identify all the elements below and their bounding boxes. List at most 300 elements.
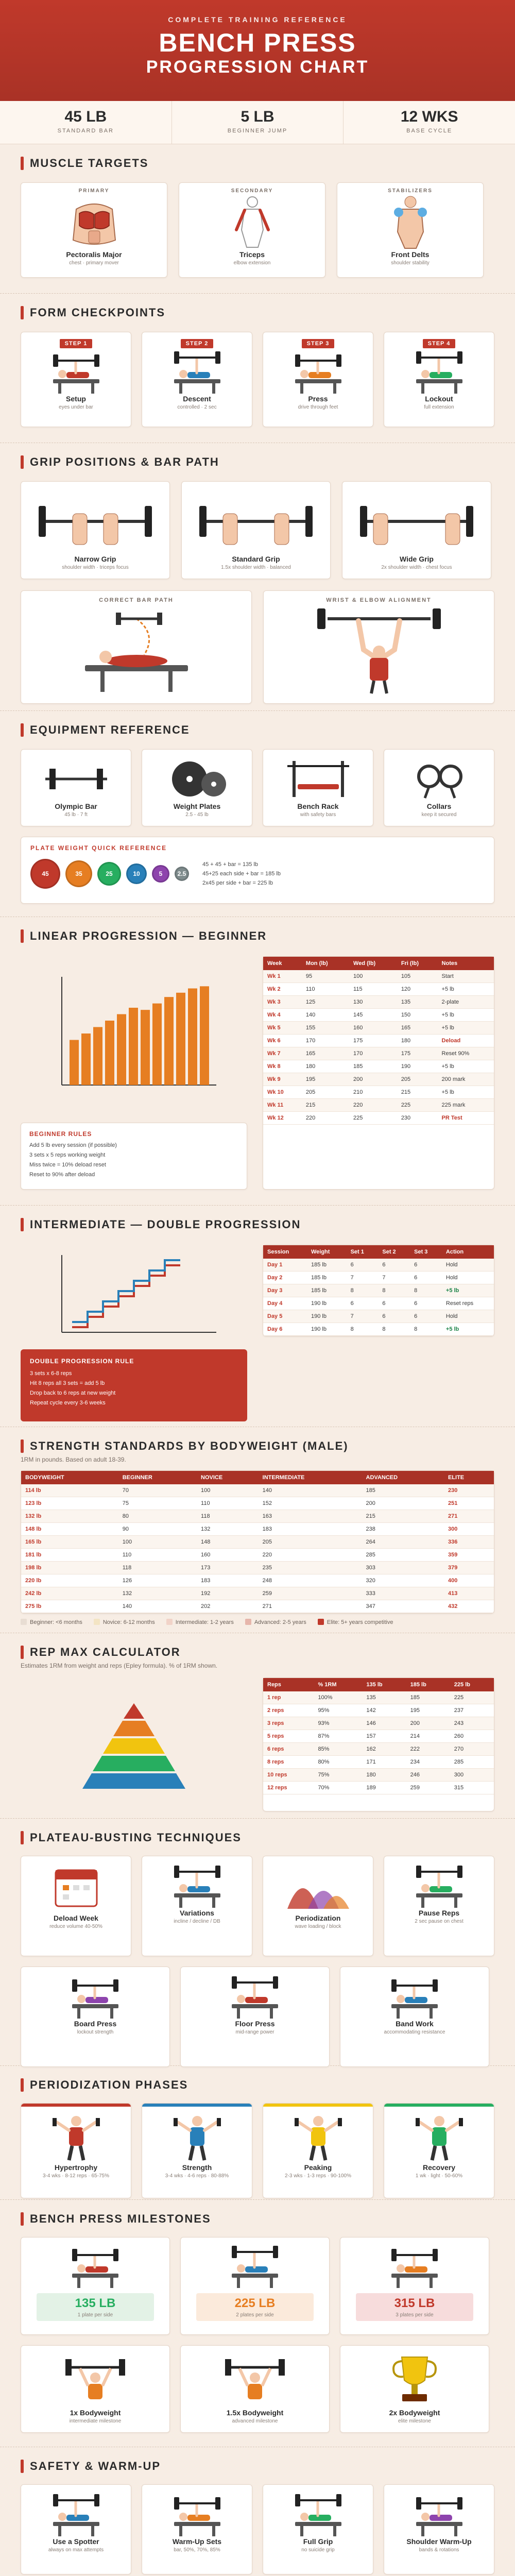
chart-bar [188, 989, 197, 1086]
section-muscle-targets [0, 144, 515, 294]
column-header: Weight [307, 1245, 347, 1259]
page-title: BENCH PRESS [159, 28, 356, 57]
section-title: GRIP POSITIONS & BAR PATH [21, 454, 494, 470]
section-subtitle: Estimates 1RM from weight and reps (Epley formula). % of 1RM shown. [21, 1662, 218, 1669]
chart-bar [105, 1021, 114, 1085]
table-row [21, 1497, 494, 1510]
plate-quick-reference [21, 837, 494, 904]
card-title: Full Grip [303, 2537, 333, 2546]
table-cell: 271 [444, 1510, 494, 1523]
table-cell: 87% [314, 1730, 362, 1743]
card-title: Press [308, 395, 328, 403]
table-cell: Day 4 [263, 1297, 307, 1310]
table-cell: 200 [362, 1497, 444, 1510]
technique-card [340, 1967, 489, 2067]
table-cell: 148 lb [21, 1523, 118, 1536]
card-title: Pectoralis Major [66, 250, 122, 259]
double-progression-staircase [21, 1245, 247, 1337]
milestone-lifter-icon [376, 2243, 453, 2289]
table-cell: 225 [450, 1691, 494, 1704]
table-cell: 225 mark [438, 1099, 494, 1112]
section-title: STRENGTH STANDARDS BY BODYWEIGHT (MALE) [21, 1438, 494, 1454]
bench-press-step-icon [38, 348, 115, 395]
card-title: Pause Reps [418, 1909, 460, 1917]
legend-label: Beginner: <6 months [30, 1619, 82, 1625]
column-header: Set 2 [378, 1245, 410, 1259]
table-cell: Day 3 [263, 1284, 307, 1297]
table-cell: 185 lb [307, 1272, 347, 1284]
table-row [21, 1587, 494, 1600]
card-desc: chest · primary mover [69, 260, 119, 266]
table-cell: 163 [259, 1510, 362, 1523]
table-cell: 175 [397, 1047, 438, 1060]
table-cell: Wk 11 [263, 1099, 302, 1112]
technique-lifter-icon [401, 1862, 478, 1909]
rules-title: BEGINNER RULES [29, 1130, 92, 1138]
chart-bar [81, 1033, 91, 1085]
technique-lifter-icon [216, 1973, 294, 2020]
table-row [263, 1272, 494, 1284]
table-cell: 190 lb [307, 1323, 347, 1336]
card-desc: elbow extension [233, 260, 271, 266]
table-cell: 192 [197, 1587, 259, 1600]
plate-chip [65, 860, 92, 887]
form-step-card [142, 332, 252, 427]
phase-card [263, 2103, 373, 2198]
table-cell: 248 [259, 1574, 362, 1587]
column-header: INTERMEDIATE [259, 1471, 362, 1484]
linear-progression-table [263, 957, 494, 1125]
plate-chip [126, 863, 147, 884]
table-cell: 202 [197, 1600, 259, 1613]
card-title: Triceps [239, 250, 265, 259]
table-cell: 145 [349, 1009, 397, 1022]
table-cell: 95% [314, 1704, 362, 1717]
table-cell: 243 [450, 1717, 494, 1730]
table-row [263, 1323, 494, 1336]
table-row [263, 1086, 494, 1099]
chart-bar [176, 993, 185, 1085]
table-cell: 120 [397, 983, 438, 996]
card-desc: 3-4 wks · 8-12 reps · 65-75% [43, 2173, 109, 2179]
bodyweight-milestone-card [21, 2345, 170, 2433]
table-cell: 400 [444, 1574, 494, 1587]
table-cell: 8 reps [263, 1756, 314, 1769]
table-cell: 80% [314, 1756, 362, 1769]
plate-chip [30, 859, 60, 889]
table-cell: 260 [450, 1730, 494, 1743]
card-title: Use a Spotter [53, 2537, 99, 2546]
table-cell: 200 [349, 1073, 397, 1086]
rule-item: Repeat cycle every 3-6 weeks [30, 1400, 106, 1406]
rule-title: DOUBLE PROGRESSION RULE [30, 1358, 134, 1365]
muscle-card-primary [21, 182, 167, 278]
card-desc: 1.5x shoulder width · balanced [221, 565, 291, 570]
section-linear-progression [0, 917, 515, 1206]
body-outline-icon [224, 194, 281, 250]
standards-legend [21, 1619, 494, 1625]
table-row [263, 1717, 494, 1730]
table-cell: 259 [406, 1782, 450, 1794]
card-title: Olympic Bar [55, 802, 97, 810]
milestone-lifter-icon [216, 2243, 294, 2289]
table-cell: 100 [118, 1536, 197, 1549]
table-cell: 230 [444, 1484, 494, 1497]
rule-item: Drop back to 6 reps at new weight [30, 1390, 116, 1396]
milestone-label: 2 plates per side [236, 2312, 274, 2318]
table-row [263, 970, 494, 983]
table-cell: 110 [302, 983, 349, 996]
column-header: BEGINNER [118, 1471, 197, 1484]
table-cell: 300 [450, 1769, 494, 1782]
card-desc: advanced milestone [232, 2418, 278, 2424]
column-header: NOVICE [197, 1471, 259, 1484]
card-desc: shoulder stability [391, 260, 430, 266]
table-row [263, 1310, 494, 1323]
table-cell: 275 lb [21, 1600, 118, 1613]
section-plateau [0, 1819, 515, 2066]
collars-icon [403, 756, 475, 802]
milestone-value: 225 LB [234, 2296, 276, 2310]
column-header: Set 3 [410, 1245, 442, 1259]
legend-label: Advanced: 2-5 years [254, 1619, 306, 1625]
milestone-lifter-icon [57, 2243, 134, 2289]
card-desc: always on max attempts [48, 2547, 104, 2553]
card-title: Bench Rack [297, 802, 339, 810]
safety-card [384, 2484, 494, 2574]
table-row [263, 1022, 494, 1035]
table-cell: 185 lb [307, 1259, 347, 1272]
table-cell: 157 [362, 1730, 406, 1743]
table-row [263, 1259, 494, 1272]
table-cell: 75% [314, 1769, 362, 1782]
table-cell: 8 [410, 1284, 442, 1297]
table-row [21, 1549, 494, 1562]
step-tag: STEP 3 [302, 339, 335, 348]
bench-press-step-icon [159, 348, 236, 395]
plate-chip [97, 862, 121, 886]
table-cell: 123 lb [21, 1497, 118, 1510]
table-cell: Deload [438, 1035, 494, 1047]
card-desc: shoulder width · triceps focus [62, 565, 129, 570]
table-cell: 75 [118, 1497, 197, 1510]
section-grip [0, 443, 515, 711]
trophy-icon [379, 2352, 451, 2409]
table-cell: 205 [259, 1536, 362, 1549]
technique-card [21, 1856, 131, 1956]
table-cell: 70% [314, 1782, 362, 1794]
table-cell: 90 [118, 1523, 197, 1536]
table-header-row [263, 1678, 494, 1691]
table-cell: 336 [444, 1536, 494, 1549]
step-tag: STEP 1 [60, 339, 93, 348]
table-cell: Wk 4 [263, 1009, 302, 1022]
table-cell: 315 [450, 1782, 494, 1794]
table-cell: 155 [302, 1022, 349, 1035]
table-cell: 165 lb [21, 1536, 118, 1549]
stat-value: 45 LB [64, 108, 107, 125]
table-cell: 198 lb [21, 1562, 118, 1574]
table-cell: 190 [397, 1060, 438, 1073]
section-title: REP MAX CALCULATOR [21, 1645, 494, 1660]
table-cell: 10 reps [263, 1769, 314, 1782]
table-cell: Day 1 [263, 1259, 307, 1272]
table-cell: 200 mark [438, 1073, 494, 1086]
rule-item: 3 sets x 5 reps working weight [29, 1152, 106, 1158]
column-header: Fri (lb) [397, 957, 438, 970]
equipment-card [263, 749, 373, 826]
table-cell: 220 [349, 1099, 397, 1112]
table-cell: Start [438, 970, 494, 983]
weight-milestone-card [180, 2237, 330, 2335]
panel-title: WRIST & ELBOW ALIGNMENT [326, 597, 432, 603]
weight-plates-icon [161, 756, 233, 802]
table-cell: 347 [362, 1600, 444, 1613]
chart-bar [117, 1014, 126, 1086]
rep-max-table [263, 1678, 494, 1794]
plate-label: 2.5 [177, 870, 186, 877]
calendar-icon [40, 1862, 112, 1914]
column-header: % 1RM [314, 1678, 362, 1691]
table-cell: 8 [378, 1323, 410, 1336]
technique-card [263, 1856, 373, 1956]
table-cell: 93% [314, 1717, 362, 1730]
column-header: Reps [263, 1678, 314, 1691]
table-cell: 6 [347, 1259, 379, 1272]
table-cell: 246 [406, 1769, 450, 1782]
chart-bar [152, 1004, 162, 1085]
plate-ref-title: PLATE WEIGHT QUICK REFERENCE [30, 844, 167, 852]
page-header [0, 0, 515, 101]
card-tag: PRIMARY [78, 188, 110, 194]
milestone-value: 135 LB [75, 2296, 116, 2310]
table-row [263, 1691, 494, 1704]
legend-item [21, 1619, 82, 1625]
table-cell: 6 [410, 1259, 442, 1272]
step-tag: STEP 2 [181, 339, 214, 348]
chest-anatomy-icon [66, 194, 123, 250]
plate-label: 45 [42, 870, 49, 877]
page-subtitle: PROGRESSION CHART [146, 57, 369, 77]
table-cell: 200 [406, 1717, 450, 1730]
card-desc: 2.5 - 45 lb [185, 812, 209, 818]
section-title: PERIODIZATION PHASES [21, 2077, 494, 2093]
table-cell: 180 [397, 1035, 438, 1047]
wrist-alignment-icon [281, 603, 477, 696]
bodyweight-milestone-card [340, 2345, 489, 2433]
table-cell: Hold [442, 1310, 494, 1323]
table-cell: 359 [444, 1549, 494, 1562]
safety-icon [159, 2491, 236, 2537]
phase-card [384, 2103, 494, 2198]
table-row [263, 1730, 494, 1743]
card-desc: lockout strength [77, 2029, 114, 2035]
table-cell: +5 lb [438, 1060, 494, 1073]
table-header-row [263, 957, 494, 970]
table-cell: Wk 6 [263, 1035, 302, 1047]
table-cell: 175 [349, 1035, 397, 1047]
section-title: INTERMEDIATE — DOUBLE PROGRESSION [21, 1217, 494, 1232]
table-cell: 205 [397, 1073, 438, 1086]
card-desc: controlled · 2 sec [177, 404, 217, 410]
stat-bar [0, 101, 172, 144]
plate-label: 10 [133, 870, 140, 877]
table-cell: 2-plate [438, 996, 494, 1009]
phase-color-bar [263, 2104, 373, 2107]
stat-label: BASE CYCLE [406, 128, 453, 134]
step-tag: STEP 4 [423, 339, 456, 348]
legend-item [318, 1619, 393, 1625]
card-desc: with safety bars [300, 812, 336, 818]
table-cell: 135 [397, 996, 438, 1009]
table-cell: PR Test [438, 1112, 494, 1125]
bodyweight-lifter-icon [59, 2352, 131, 2409]
table-cell: 3 reps [263, 1717, 314, 1730]
section-form-checkpoints [0, 294, 515, 443]
table-row [21, 1523, 494, 1536]
card-tag: STABILIZERS [388, 188, 433, 194]
table-cell: 118 [118, 1562, 197, 1574]
table-cell: 205 [302, 1086, 349, 1099]
card-desc: reduce volume 40-50% [49, 1924, 102, 1929]
card-title: Deload Week [54, 1914, 98, 1922]
safety-icon [280, 2491, 357, 2537]
plate-label: 5 [159, 870, 163, 877]
card-desc: 3-4 wks · 4-6 reps · 80-88% [165, 2173, 229, 2179]
table-cell: +5 lb [438, 1009, 494, 1022]
table-cell: 6 [378, 1259, 410, 1272]
card-tag: SECONDARY [231, 188, 273, 194]
section-periodization [0, 2066, 515, 2200]
wave-chart-icon [282, 1862, 354, 1914]
legend-swatch [318, 1619, 324, 1625]
stats-strip [0, 101, 515, 144]
bodyweight-milestone-card [180, 2345, 330, 2433]
milestone-label: 3 plates per side [396, 2312, 434, 2318]
table-cell: 259 [259, 1587, 362, 1600]
intensity-pyramid-icon [67, 1698, 201, 1791]
card-desc: keep it secured [421, 812, 457, 818]
table-cell: 6 [410, 1272, 442, 1284]
table-cell: 152 [259, 1497, 362, 1510]
table-cell: 220 [302, 1112, 349, 1125]
table-row [263, 1047, 494, 1060]
section-subtitle: 1RM in pounds. Based on adult 18-39. [21, 1456, 126, 1463]
wrist-alignment-panel [263, 590, 494, 704]
table-cell: 105 [397, 970, 438, 983]
table-cell: 7 [378, 1272, 410, 1284]
table-cell: Wk 10 [263, 1086, 302, 1099]
table-row [263, 1060, 494, 1073]
section-title: BENCH PRESS MILESTONES [21, 2211, 494, 2227]
weight-milestone-card [340, 2237, 489, 2335]
card-desc: eyes under bar [59, 404, 93, 410]
card-desc: accommodating resistance [384, 2029, 445, 2035]
card-title: Band Work [396, 2020, 434, 2028]
weight-milestone-card [21, 2237, 170, 2335]
table-cell: 220 lb [21, 1574, 118, 1587]
table-cell: Reset reps [442, 1297, 494, 1310]
card-desc: 45 lb · 7 ft [64, 812, 88, 818]
table-row [263, 983, 494, 996]
table-cell: 185 [406, 1691, 450, 1704]
table-cell: 2 reps [263, 1704, 314, 1717]
table-header-row [21, 1471, 494, 1484]
table-cell: 110 [197, 1497, 259, 1510]
milestone-value: 315 LB [394, 2296, 435, 2310]
table-cell: 264 [362, 1536, 444, 1549]
table-cell: 142 [362, 1704, 406, 1717]
table-cell: 220 [259, 1549, 362, 1562]
table-cell: 215 [302, 1099, 349, 1112]
athlete-figure-icon [287, 2112, 349, 2163]
milestone-label: 1 plate per side [77, 2312, 113, 2318]
athlete-figure-icon [166, 2112, 228, 2163]
column-header: 185 lb [406, 1678, 450, 1691]
table-cell: 95 [302, 970, 349, 983]
stat-jump [172, 101, 344, 144]
grip-card [21, 481, 170, 579]
table-cell: 126 [118, 1574, 197, 1587]
muscle-card-secondary [179, 182, 325, 278]
table-cell: Hold [442, 1259, 494, 1272]
safety-card [21, 2484, 131, 2574]
stat-cycle [344, 101, 515, 144]
table-cell: 214 [406, 1730, 450, 1743]
table-cell: 190 lb [307, 1310, 347, 1323]
column-header: 225 lb [450, 1678, 494, 1691]
table-cell: 333 [362, 1587, 444, 1600]
panel-title: CORRECT BAR PATH [99, 597, 174, 603]
column-header: Set 1 [347, 1245, 379, 1259]
table-cell: 195 [406, 1704, 450, 1717]
card-title: Lockout [425, 395, 453, 403]
table-cell: 237 [450, 1704, 494, 1717]
phase-color-bar [21, 2104, 131, 2107]
equipment-card [142, 749, 252, 826]
table-row [21, 1536, 494, 1549]
chart-bar [93, 1027, 102, 1086]
table-cell: 165 [302, 1047, 349, 1060]
table-cell: 320 [362, 1574, 444, 1587]
technique-card [142, 1856, 252, 1956]
table-cell: 8 [347, 1284, 379, 1297]
milestone-value-box [37, 2293, 154, 2321]
table-cell: 190 lb [307, 1297, 347, 1310]
table-cell: 413 [444, 1587, 494, 1600]
table-cell: Wk 8 [263, 1060, 302, 1073]
table-cell: Day 2 [263, 1272, 307, 1284]
table-cell: +5 lb [442, 1323, 494, 1336]
card-title: Descent [183, 395, 211, 403]
legend-label: Intermediate: 1-2 years [175, 1619, 234, 1625]
section-safety [0, 2447, 515, 2576]
table-cell: 6 [410, 1310, 442, 1323]
table-cell: 225 [349, 1112, 397, 1125]
table-cell: 271 [259, 1600, 362, 1613]
table-cell: 150 [397, 1009, 438, 1022]
card-desc: 2-3 wks · 1-3 reps · 90-100% [285, 2173, 351, 2179]
table-cell: 6 reps [263, 1743, 314, 1756]
double-progression-rule [21, 1349, 247, 1421]
linear-progression-chart [21, 956, 247, 1111]
table-cell: 100% [314, 1691, 362, 1704]
bench-press-step-icon [280, 348, 357, 395]
table-cell: 7 [347, 1272, 379, 1284]
table-cell: 183 [259, 1523, 362, 1536]
double-progression-table [263, 1245, 494, 1336]
milestone-value-box [356, 2293, 473, 2321]
